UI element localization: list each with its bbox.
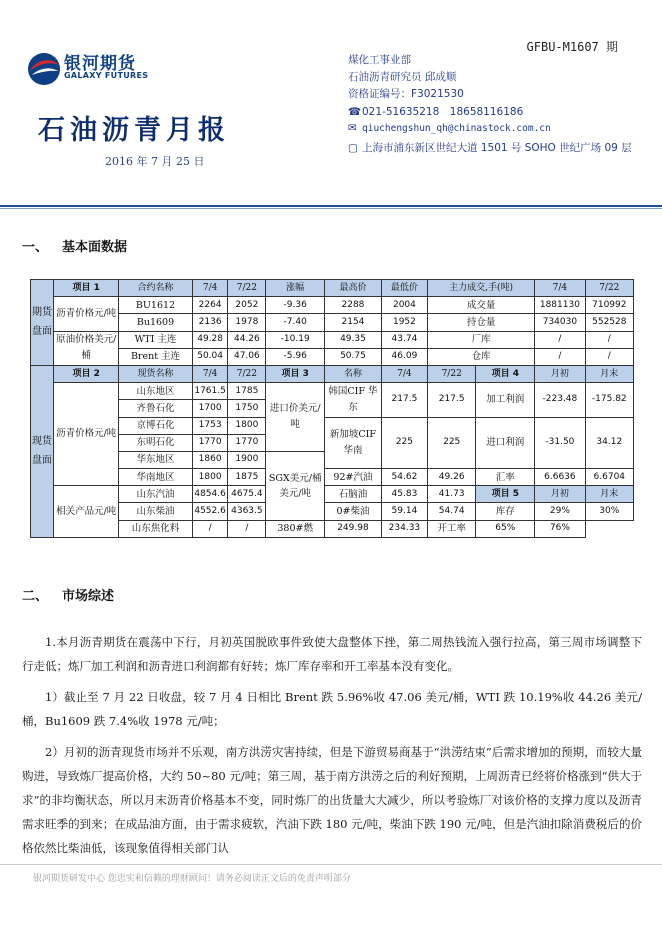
paragraph: 1）截止至 7 月 22 日收盘，较 7 月 4 日相比 Brent 跌 5.96%收 47.06 美元/桶，WTI 跌 10.19%收 44.26 美元/桶，Bu1609 跌 7.4%收 1978 元/吨；: [22, 690, 642, 728]
department: 煤化工事业部: [348, 54, 411, 66]
table-row: 东明石化 1770 1770: [31, 434, 634, 451]
footer-divider: [0, 864, 662, 865]
header-divider: [0, 205, 662, 207]
paragraph: 2）月初的沥青现货市场并不乐观，南方洪涝灾害持续，但是下游贸易商基于“洪涝结束”后需求增加的预期，而较大量购进，导致炼厂提高价格，大约 50~80 元/吨；第三周，基于南方洪涝之后的利好预期，上周沥青已经将价格涨到“供大于求”的非均衡状态，所以月末沥青价格基本不变，同时炼厂的出货量大大减少，所以考验炼厂对该价格的支撑力度以及沥青需求旺季的到来；在成品油方面，由于需求疲软，汽油下跌 180 元/吨，柴油下跌 190 元/吨，但是汽油扣除消费税后的价格依然比柴油低，该现象值得相关部门认: [22, 745, 642, 855]
table-row: 原油价格美元/桶 WTI 主连 49.28 44.26 -10.19 49.35 43.74 厂库 / /: [31, 331, 634, 348]
table-row: 山东柴油 4552.6 4363.5 0#柴油 59.14 54.74 库存 29% 30%: [31, 503, 634, 520]
header-divider-thin: [0, 208, 662, 209]
table-row: 华东地区 1860 1900 SGX美元/桶美元/吨: [31, 451, 634, 468]
mail-icon: ✉: [348, 122, 357, 134]
footer-text: 银河期货研发中心 您忠实和信赖的理财顾问！请务必阅读正文后的免责声明部分: [33, 874, 351, 884]
email-link[interactable]: qiuchengshun_qh@chinastock.com.cn: [362, 123, 551, 134]
table-row: 沥青价格元/吨 山东地区 1761.5 1785 进口价美元/吨 韩国CIF 华东 217.5 217.5 加工利润 -223.48 -175.82: [31, 383, 634, 400]
report-code: GFBU-M1607 期: [526, 40, 618, 54]
table-row: 华南地区 1800 1875 92#汽油 54.62 49.26 汇率 6.6636 6.6704: [31, 469, 634, 486]
futures-side-label: 期货盘面: [31, 280, 54, 366]
table-row: 京博石化 1753 1800 新加坡CIF 华南 225 225 进口利润 -31.50 34.12: [31, 417, 634, 434]
spot-side-label: 现货盘面: [31, 365, 54, 537]
market-summary: [22, 630, 642, 860]
address: 上海市浦东新区世纪大道 1501 号 SOHO 世纪广场 09 层: [362, 142, 632, 154]
table-row: 齐鲁石化 1700 1750: [31, 400, 634, 417]
section-heading-2: 二、 市场综述: [22, 589, 115, 604]
phone-icon: ☎: [348, 106, 362, 118]
table-row: 山东焦化料 / / 380#燃 249.98 234.33 开工率 65% 76%: [31, 520, 634, 537]
phone-number: 021-51635218 18658116186: [362, 106, 524, 118]
brand-name-cn: 银河期货: [64, 54, 136, 74]
address-row: [348, 140, 632, 155]
report-title: 石油沥青月报: [38, 115, 230, 146]
brand-name-en: GALAXY FUTURES: [64, 71, 149, 80]
table-row: 沥青价格元/吨 BU1612 2264 2052 -9.36 2288 2004 成交量 1881130 710992: [31, 297, 634, 314]
section-heading-1: 一、 基本面数据: [22, 240, 128, 255]
report-date: 2016 年 7 月 25 日: [105, 155, 205, 168]
paragraph: 1.本月沥青期货在震荡中下行，月初英国脱欧事件致使大盘整体下挫，第二周热钱流入强行拉高，第三周市场调整下行走低；炼厂加工利润和沥青进口利润都有好转；炼厂库存率和开工率基本没有变化。: [22, 635, 642, 673]
email-row: [348, 122, 551, 134]
analyst-name: 石油沥青研究员 邱成顺: [348, 71, 457, 83]
table-row: 期货盘面 项目 1 合约名称 7/4 7/22 涨幅 最高价 最低价 主力成交,手(吨) 7/4 7/22: [31, 280, 634, 297]
table-row: 相关产品元/吨 山东汽油 4854.6 4675.4 石脑油 45.83 41.73 项目 5 月初 月末: [31, 486, 634, 503]
book-icon: ▢: [348, 142, 358, 154]
galaxy-logo-icon: [26, 51, 62, 87]
table-row: Bu1609 2136 1978 -7.40 2154 1952 持仓量 734030 552528: [31, 314, 634, 331]
phone-row: [348, 104, 523, 119]
fundamentals-table: [30, 279, 634, 538]
table-row: Brent 主连 50.04 47.06 -5.96 50.75 46.09 仓库 / /: [31, 348, 634, 365]
table-row: 现货盘面 项目 2 现货名称 7/4 7/22 项目 3 名称 7/4 7/22 项目 4 月初 月末: [31, 365, 634, 382]
license-number: 资格证编号：F3021530: [348, 88, 464, 100]
